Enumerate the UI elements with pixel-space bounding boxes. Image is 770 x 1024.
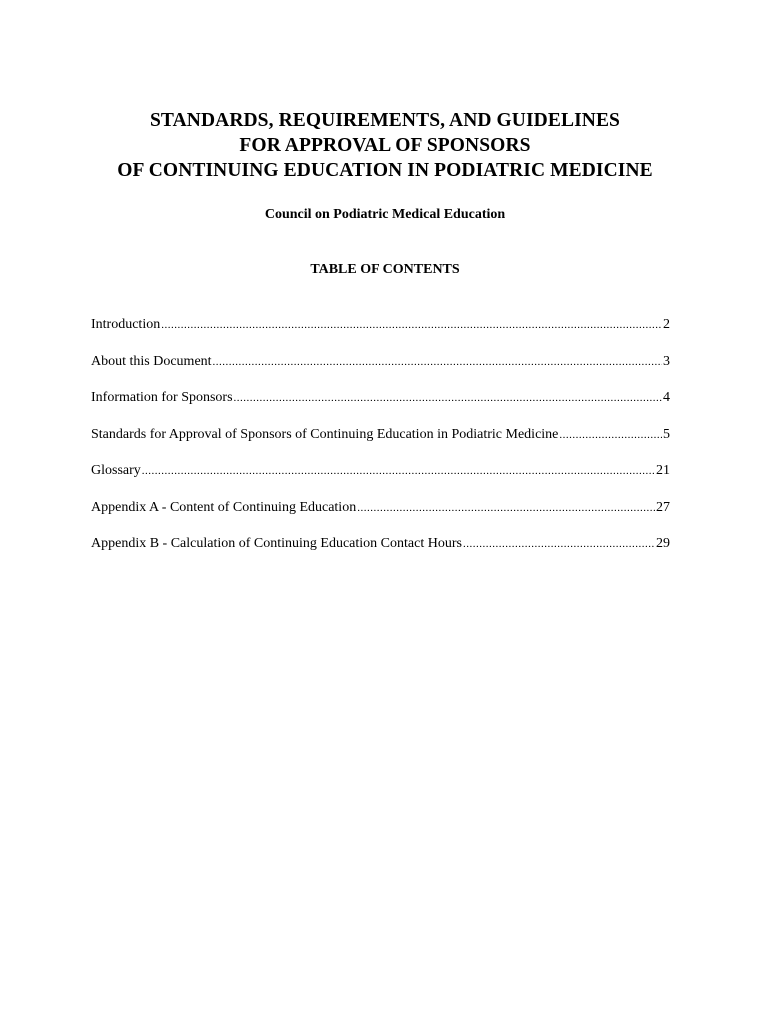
toc-entry-page: 3 [663,353,670,369]
toc-entry-label: Glossary [91,463,141,478]
toc-entry-page: 27 [656,499,670,515]
title-line-3: OF CONTINUING EDUCATION IN PODIATRIC MEDICINE [117,160,653,181]
toc-entry-page: 4 [663,390,670,405]
toc-entry-page: 2 [663,317,670,332]
toc-heading: TABLE OF CONTENTS [310,262,460,277]
toc-entry-label: Information for Sponsors [91,390,233,405]
toc-entry-about-this-document [91,352,670,389]
toc-entry-label: Appendix B - Calculation of Continuing Education Contact Hours [91,536,462,551]
title-line-1: STANDARDS, REQUIREMENTS, AND GUIDELINES [149,110,620,131]
toc-dot-leader [161,315,662,335]
table-of-contents [91,315,670,571]
toc-entry-appendix-b [91,534,670,571]
toc-entry-label: Appendix A - Content of Continuing Education [91,499,357,515]
toc-entry-label: Standards for Approval of Sponsors of Continuing Education in Podiatric Medicine [91,426,559,442]
toc-dot-leader [234,388,662,408]
toc-dot-leader [357,498,655,518]
toc-entry-page: 29 [656,536,670,551]
toc-entry-page: 5 [663,426,670,442]
toc-entry-introduction [91,315,670,352]
title-line-2: FOR APPROVAL OF SPONSORS [239,135,531,156]
document-title [0,108,770,183]
toc-dot-leader [142,461,655,481]
toc-entry-glossary [91,461,670,498]
document-subtitle: Council on Podiatric Medical Education [264,207,506,222]
toc-entry-page: 21 [656,463,670,478]
toc-dot-leader [559,425,662,445]
toc-entry-label: Introduction [91,317,161,332]
toc-dot-leader [213,352,662,372]
toc-entry-standards [91,425,670,462]
toc-dot-leader [463,534,655,554]
toc-entry-label: About this Document [91,353,212,369]
toc-entry-information-for-sponsors [91,388,670,425]
toc-entry-appendix-a [91,498,670,535]
